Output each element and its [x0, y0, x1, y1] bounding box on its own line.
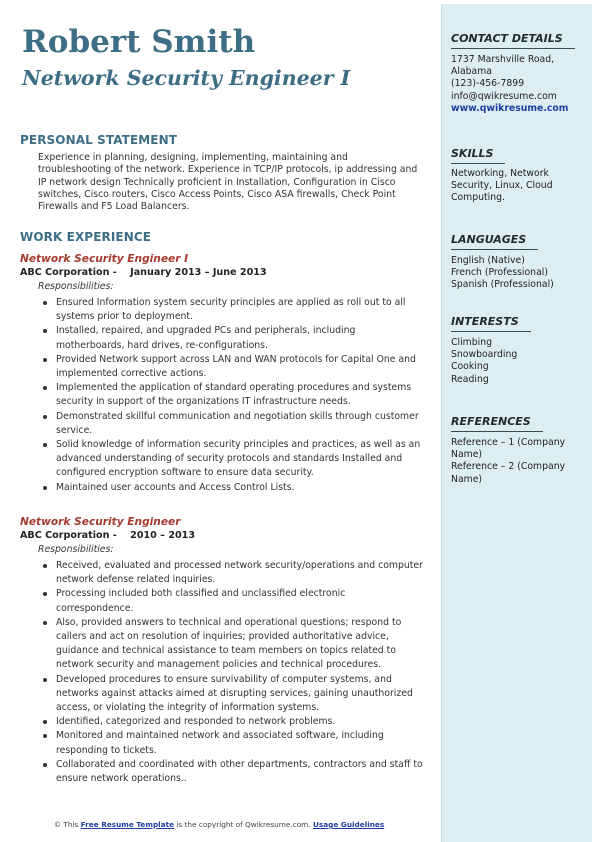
- list-item: Spanish (Professional): [451, 279, 554, 291]
- list-item: Climbing: [451, 337, 492, 348]
- list-item: Demonstrated skillful communication and negotiation skills through customer service.: [20, 410, 425, 438]
- list-item: Reference – 1 (Company Name): [451, 437, 566, 461]
- list-item: Provided Network support across LAN and WAN protocols for Capital One and implemented corrective actions.: [20, 353, 425, 381]
- list-item: Also, provided answers to technical and operational questions; respond to callers and act on resolution of inquiries; provided authoritative advice, guidance and technical assistance to team members on topics related to network security and management policies and technical procedures.: [20, 616, 425, 673]
- sidebar-heading-contact: CONTACT DETAILS: [451, 32, 563, 45]
- list-item: Solid knowledge of information security principles and practices, as well as an advanced understanding of security protocols and standards Installed and configured encryption software to ensure data security.: [20, 438, 425, 481]
- list-item: Cooking: [451, 361, 489, 373]
- references-list: [451, 437, 587, 486]
- job-entry-1: [20, 253, 425, 495]
- list-item: Ensured Information system security principles are applied as roll out to all systems prior to deployment.: [20, 296, 425, 324]
- list-item: Collaborated and coordinated with other departments, contractors and staff to ensure network operations..: [20, 758, 425, 786]
- footer: [0, 820, 438, 830]
- free-resume-template-link[interactable]: Free Resume Template: [80, 820, 175, 829]
- personal-statement-text: Experience in planning, designing, implementing, maintaining and troubleshooting of the network. Experience in TCP/IP protocols, ip addressing and IP network design Technically proficient in Installation, Configuration in Cisco switches, Cisco routers, Cisco Access Points, Cisco ASA firewalls, Check Point Firewalls and F5 Load Balancers.: [38, 152, 418, 213]
- sidebar-heading-references: REFERENCES: [451, 415, 531, 428]
- sidebar: [438, 0, 595, 842]
- job-company: ABC Corporation -: [20, 530, 117, 541]
- responsibilities-label: Responsibilities:: [38, 544, 114, 555]
- candidate-title: Network Security Engineer I: [22, 66, 351, 90]
- footer-prefix: © This: [53, 820, 79, 829]
- sidebar-panel: [441, 4, 592, 842]
- footer-middle: is the copyright of Qwikresume.com.: [176, 820, 311, 829]
- list-item: Installed, repaired, and upgraded PCs and peripherals, including motherboards, hard drives, re-configurations.: [20, 324, 425, 352]
- job-dates: 2010 – 2013: [130, 530, 196, 541]
- contact-email[interactable]: info@qwikresume.com: [451, 90, 557, 102]
- list-item: Implemented the application of standard operating procedures and systems security in support of the organizations IT infrastructure needs.: [20, 381, 425, 409]
- job-company-dates: [20, 529, 425, 542]
- list-item: Reference – 2 (Company Name): [451, 461, 566, 485]
- sidebar-heading-interests: INTERESTS: [451, 315, 519, 328]
- job-title: Network Security Engineer I: [20, 253, 189, 265]
- responsibilities-list: [20, 559, 425, 786]
- job-title: Network Security Engineer: [20, 516, 181, 528]
- job-company-dates: [20, 266, 425, 279]
- job-entry-2: [20, 516, 425, 786]
- list-item: Snowboarding: [451, 349, 518, 361]
- list-item: Identified, categorized and responded to network problems.: [20, 715, 425, 729]
- section-heading-personal-statement: PERSONAL STATEMENT: [20, 133, 178, 147]
- list-item: Processing included both classified and unclassified electronic correspondence.: [20, 587, 425, 615]
- contact-website-link[interactable]: www.qwikresume.com: [451, 102, 569, 114]
- contact-details: [451, 54, 587, 115]
- usage-guidelines-link[interactable]: Usage Guidelines: [312, 820, 385, 829]
- responsibilities-list: [20, 296, 425, 495]
- responsibilities-label: Responsibilities:: [38, 281, 114, 292]
- list-item: Maintained user accounts and Access Control Lists.: [20, 481, 425, 495]
- languages-list: [451, 255, 587, 292]
- sidebar-heading-languages: LANGUAGES: [451, 233, 527, 246]
- sidebar-heading-skills: SKILLS: [451, 147, 494, 160]
- list-item: Monitored and maintained network and associated software, including responding to tickets.: [20, 729, 425, 757]
- contact-phone: (123)-456-7899: [451, 78, 525, 90]
- job-dates: January 2013 – June 2013: [130, 267, 267, 278]
- contact-address: 1737 Marshville Road, Alabama: [451, 54, 555, 78]
- skills-text: [451, 168, 587, 205]
- list-item: Developed procedures to ensure survivability of computer systems, and networks against attacks aimed at disrupting services, gaining unauthorized access, or violating the integrity of information systems.: [20, 673, 425, 716]
- candidate-name: Robert Smith: [22, 24, 256, 60]
- list-item: English (Native): [451, 255, 525, 266]
- interests-list: [451, 337, 587, 386]
- list-item: Received, evaluated and processed network security/operations and computer network defense related inquiries.: [20, 559, 425, 587]
- section-heading-work-experience: WORK EXPERIENCE: [20, 230, 152, 244]
- list-item: Reading: [451, 373, 489, 385]
- job-company: ABC Corporation -: [20, 267, 117, 278]
- skills-list: Networking, Network Security, Linux, Cloud Computing.: [451, 168, 553, 204]
- list-item: French (Professional): [451, 267, 548, 279]
